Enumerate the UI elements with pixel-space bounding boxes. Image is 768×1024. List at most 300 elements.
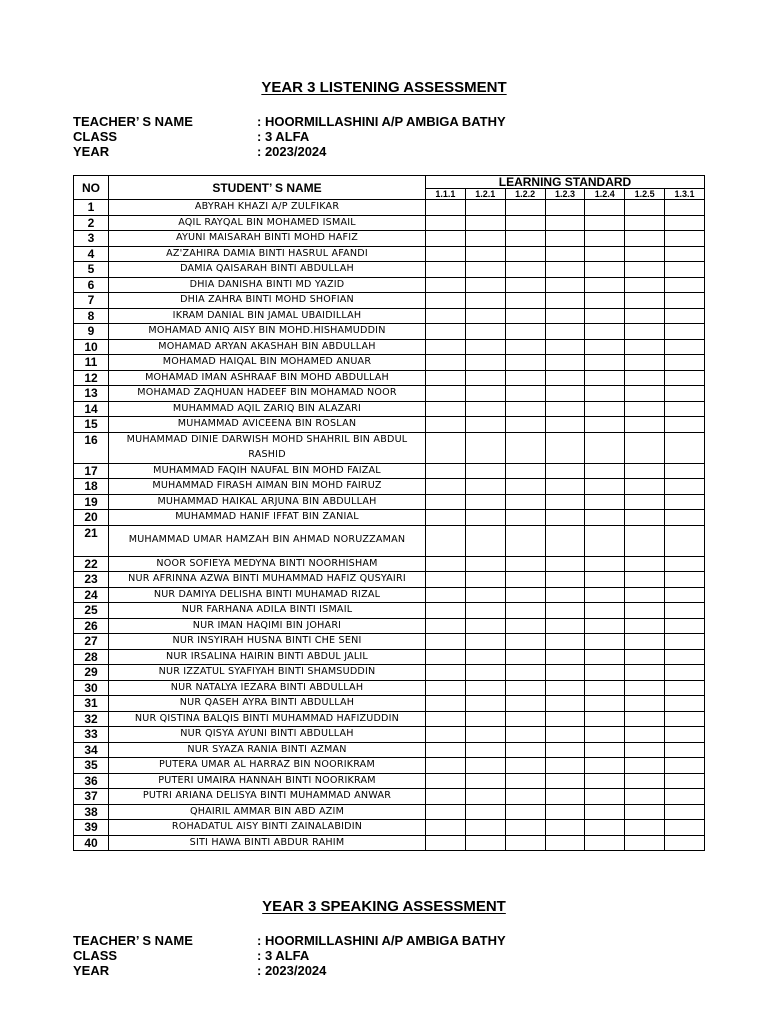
score-cell[interactable] [625, 494, 665, 510]
score-cell[interactable] [585, 525, 625, 556]
score-cell[interactable] [625, 355, 665, 371]
score-cell[interactable] [665, 665, 705, 681]
score-cell[interactable] [426, 789, 466, 805]
speaking-teacher-row [73, 933, 506, 948]
score-cell[interactable] [426, 231, 466, 247]
score-cell[interactable] [465, 572, 505, 588]
score-cell[interactable] [545, 231, 585, 247]
score-cell[interactable] [465, 804, 505, 820]
score-cell[interactable] [585, 711, 625, 727]
score-cell[interactable] [505, 742, 545, 758]
score-cell[interactable] [625, 293, 665, 309]
score-cell[interactable] [665, 711, 705, 727]
score-cell[interactable] [465, 789, 505, 805]
score-cell[interactable] [665, 479, 705, 495]
score-cell[interactable] [625, 370, 665, 386]
score-cell[interactable] [545, 386, 585, 402]
score-cell[interactable] [505, 308, 545, 324]
score-cell[interactable] [545, 587, 585, 603]
score-cell[interactable] [426, 494, 466, 510]
score-cell[interactable] [585, 215, 625, 231]
score-cell[interactable] [465, 510, 505, 526]
score-cell[interactable] [505, 386, 545, 402]
score-cell[interactable] [625, 696, 665, 712]
score-cell[interactable] [505, 479, 545, 495]
student-number: 2 [74, 215, 109, 231]
score-cell[interactable] [545, 246, 585, 262]
score-cell[interactable] [465, 293, 505, 309]
standard-header: 1.2.2 [505, 189, 545, 200]
score-cell[interactable] [665, 200, 705, 216]
score-cell[interactable] [585, 634, 625, 650]
score-cell[interactable] [585, 773, 625, 789]
score-cell[interactable] [665, 324, 705, 340]
score-cell[interactable] [665, 246, 705, 262]
score-cell[interactable] [665, 432, 705, 463]
score-cell[interactable] [585, 804, 625, 820]
score-cell[interactable] [505, 556, 545, 572]
score-cell[interactable] [545, 556, 585, 572]
score-cell[interactable] [625, 277, 665, 293]
score-cell[interactable] [426, 587, 466, 603]
score-cell[interactable] [545, 324, 585, 340]
score-cell[interactable] [625, 200, 665, 216]
score-cell[interactable] [426, 742, 466, 758]
score-cell[interactable] [585, 603, 625, 619]
score-cell[interactable] [465, 479, 505, 495]
score-cell[interactable] [625, 820, 665, 836]
score-cell[interactable] [585, 370, 625, 386]
score-cell[interactable] [545, 572, 585, 588]
score-cell[interactable] [505, 804, 545, 820]
score-cell[interactable] [665, 835, 705, 851]
student-name: PUTERA UMAR AL HARRAZ BIN NOORIKRAM [109, 758, 426, 774]
score-cell[interactable] [585, 231, 625, 247]
score-cell[interactable] [625, 262, 665, 278]
score-cell[interactable] [585, 432, 625, 463]
score-cell[interactable] [505, 696, 545, 712]
score-cell[interactable] [585, 246, 625, 262]
score-cell[interactable] [426, 308, 466, 324]
score-cell[interactable] [465, 603, 505, 619]
score-cell[interactable] [585, 665, 625, 681]
score-cell[interactable] [465, 370, 505, 386]
score-cell[interactable] [625, 525, 665, 556]
score-cell[interactable] [625, 417, 665, 433]
score-cell[interactable] [665, 649, 705, 665]
score-cell[interactable] [585, 510, 625, 526]
score-cell[interactable] [545, 370, 585, 386]
score-cell[interactable] [665, 370, 705, 386]
score-cell[interactable] [426, 370, 466, 386]
score-cell[interactable] [426, 324, 466, 340]
score-cell[interactable] [625, 649, 665, 665]
score-cell[interactable] [465, 324, 505, 340]
score-cell[interactable] [505, 494, 545, 510]
score-cell[interactable] [505, 727, 545, 743]
score-cell[interactable] [625, 308, 665, 324]
score-cell[interactable] [545, 479, 585, 495]
score-cell[interactable] [545, 696, 585, 712]
score-cell[interactable] [505, 339, 545, 355]
score-cell[interactable] [585, 572, 625, 588]
speaking-year-value: : 2023/2024 [257, 963, 327, 978]
score-cell[interactable] [505, 324, 545, 340]
student-name-header: STUDENT’ S NAME [109, 176, 426, 200]
score-cell[interactable] [665, 572, 705, 588]
score-cell[interactable] [465, 262, 505, 278]
score-cell[interactable] [545, 773, 585, 789]
score-cell[interactable] [585, 494, 625, 510]
score-cell[interactable] [665, 634, 705, 650]
score-cell[interactable] [426, 246, 466, 262]
score-cell[interactable] [665, 293, 705, 309]
score-cell[interactable] [625, 665, 665, 681]
score-cell[interactable] [625, 789, 665, 805]
score-cell[interactable] [545, 603, 585, 619]
score-cell[interactable] [426, 572, 466, 588]
score-cell[interactable] [545, 494, 585, 510]
score-cell[interactable] [585, 293, 625, 309]
score-cell[interactable] [665, 556, 705, 572]
score-cell[interactable] [625, 432, 665, 463]
score-cell[interactable] [505, 603, 545, 619]
score-cell[interactable] [505, 649, 545, 665]
score-cell[interactable] [665, 727, 705, 743]
score-cell[interactable] [465, 696, 505, 712]
student-name: ROHADATUL AISY BINTI ZAINALABIDIN [109, 820, 426, 836]
score-cell[interactable] [426, 603, 466, 619]
student-name: MUHAMMAD UMAR HAMZAH BIN AHMAD NORUZZAMAN [109, 525, 426, 556]
score-cell[interactable] [545, 789, 585, 805]
score-cell[interactable] [585, 417, 625, 433]
score-cell[interactable] [465, 820, 505, 836]
score-cell[interactable] [505, 758, 545, 774]
score-cell[interactable] [625, 339, 665, 355]
score-cell[interactable] [545, 463, 585, 479]
score-cell[interactable] [665, 820, 705, 836]
score-cell[interactable] [465, 742, 505, 758]
score-cell[interactable] [665, 339, 705, 355]
score-cell[interactable] [426, 355, 466, 371]
score-cell[interactable] [465, 200, 505, 216]
score-cell[interactable] [465, 773, 505, 789]
score-cell[interactable] [545, 742, 585, 758]
score-cell[interactable] [545, 680, 585, 696]
score-cell[interactable] [465, 463, 505, 479]
score-cell[interactable] [625, 556, 665, 572]
score-cell[interactable] [585, 680, 625, 696]
score-cell[interactable] [426, 773, 466, 789]
score-cell[interactable] [426, 634, 466, 650]
score-cell[interactable] [465, 277, 505, 293]
score-cell[interactable] [505, 231, 545, 247]
score-cell[interactable] [545, 215, 585, 231]
score-cell[interactable] [545, 835, 585, 851]
score-cell[interactable] [545, 262, 585, 278]
score-cell[interactable] [465, 246, 505, 262]
score-cell[interactable] [625, 463, 665, 479]
score-cell[interactable] [465, 649, 505, 665]
score-cell[interactable] [665, 804, 705, 820]
score-cell[interactable] [465, 417, 505, 433]
score-cell[interactable] [625, 742, 665, 758]
score-cell[interactable] [585, 386, 625, 402]
score-cell[interactable] [665, 789, 705, 805]
score-cell[interactable] [465, 556, 505, 572]
score-cell[interactable] [426, 525, 466, 556]
score-cell[interactable] [505, 262, 545, 278]
score-cell[interactable] [665, 494, 705, 510]
score-cell[interactable] [585, 618, 625, 634]
score-cell[interactable] [465, 665, 505, 681]
score-cell[interactable] [585, 587, 625, 603]
score-cell[interactable] [585, 200, 625, 216]
score-cell[interactable] [545, 727, 585, 743]
score-cell[interactable] [665, 742, 705, 758]
score-cell[interactable] [665, 355, 705, 371]
score-cell[interactable] [426, 386, 466, 402]
table-row [74, 494, 705, 510]
score-cell[interactable] [625, 510, 665, 526]
score-cell[interactable] [625, 587, 665, 603]
score-cell[interactable] [505, 789, 545, 805]
score-cell[interactable] [426, 401, 466, 417]
score-cell[interactable] [465, 386, 505, 402]
score-cell[interactable] [505, 215, 545, 231]
score-cell[interactable] [585, 355, 625, 371]
score-cell[interactable] [625, 727, 665, 743]
score-cell[interactable] [665, 696, 705, 712]
score-cell[interactable] [585, 742, 625, 758]
score-cell[interactable] [505, 200, 545, 216]
score-cell[interactable] [505, 711, 545, 727]
score-cell[interactable] [426, 696, 466, 712]
score-cell[interactable] [585, 324, 625, 340]
score-cell[interactable] [665, 215, 705, 231]
score-cell[interactable] [505, 432, 545, 463]
score-cell[interactable] [465, 835, 505, 851]
score-cell[interactable] [505, 680, 545, 696]
score-cell[interactable] [505, 618, 545, 634]
score-cell[interactable] [465, 432, 505, 463]
score-cell[interactable] [545, 277, 585, 293]
score-cell[interactable] [505, 293, 545, 309]
score-cell[interactable] [665, 308, 705, 324]
score-cell[interactable] [625, 603, 665, 619]
score-cell[interactable] [625, 804, 665, 820]
score-cell[interactable] [465, 618, 505, 634]
score-cell[interactable] [665, 758, 705, 774]
score-cell[interactable] [426, 820, 466, 836]
score-cell[interactable] [426, 618, 466, 634]
score-cell[interactable] [426, 215, 466, 231]
score-cell[interactable] [426, 556, 466, 572]
score-cell[interactable] [665, 277, 705, 293]
score-cell[interactable] [505, 587, 545, 603]
score-cell[interactable] [665, 773, 705, 789]
score-cell[interactable] [665, 525, 705, 556]
score-cell[interactable] [505, 355, 545, 371]
score-cell[interactable] [585, 758, 625, 774]
score-cell[interactable] [426, 649, 466, 665]
score-cell[interactable] [585, 479, 625, 495]
score-cell[interactable] [625, 215, 665, 231]
score-cell[interactable] [585, 556, 625, 572]
score-cell[interactable] [625, 246, 665, 262]
score-cell[interactable] [426, 277, 466, 293]
score-cell[interactable] [505, 401, 545, 417]
student-name: NUR DAMIYA DELISHA BINTI MUHAMAD RIZAL [109, 587, 426, 603]
score-cell[interactable] [625, 479, 665, 495]
score-cell[interactable] [625, 773, 665, 789]
score-cell[interactable] [505, 572, 545, 588]
score-cell[interactable] [665, 603, 705, 619]
score-cell[interactable] [625, 231, 665, 247]
score-cell[interactable] [465, 355, 505, 371]
score-cell[interactable] [545, 401, 585, 417]
score-cell[interactable] [426, 339, 466, 355]
score-cell[interactable] [426, 665, 466, 681]
score-cell[interactable] [585, 649, 625, 665]
score-cell[interactable] [585, 789, 625, 805]
score-cell[interactable] [426, 200, 466, 216]
student-name: IKRAM DANIAL BIN JAMAL UBAIDILLAH [109, 308, 426, 324]
score-cell[interactable] [625, 401, 665, 417]
score-cell[interactable] [625, 758, 665, 774]
score-cell[interactable] [545, 432, 585, 463]
score-cell[interactable] [545, 634, 585, 650]
score-cell[interactable] [426, 262, 466, 278]
score-cell[interactable] [426, 758, 466, 774]
score-cell[interactable] [665, 386, 705, 402]
score-cell[interactable] [585, 262, 625, 278]
score-cell[interactable] [545, 510, 585, 526]
score-cell[interactable] [545, 665, 585, 681]
score-cell[interactable] [545, 820, 585, 836]
score-cell[interactable] [465, 727, 505, 743]
score-cell[interactable] [665, 618, 705, 634]
score-cell[interactable] [505, 820, 545, 836]
score-cell[interactable] [585, 696, 625, 712]
score-cell[interactable] [505, 835, 545, 851]
score-cell[interactable] [426, 510, 466, 526]
score-cell[interactable] [505, 246, 545, 262]
score-cell[interactable] [465, 711, 505, 727]
score-cell[interactable] [585, 308, 625, 324]
score-cell[interactable] [465, 339, 505, 355]
score-cell[interactable] [585, 727, 625, 743]
score-cell[interactable] [465, 587, 505, 603]
score-cell[interactable] [465, 401, 505, 417]
score-cell[interactable] [545, 293, 585, 309]
score-cell[interactable] [585, 820, 625, 836]
standard-header: 1.2.4 [585, 189, 625, 200]
score-cell[interactable] [465, 525, 505, 556]
score-cell[interactable] [625, 572, 665, 588]
score-cell[interactable] [545, 355, 585, 371]
score-cell[interactable] [505, 510, 545, 526]
score-cell[interactable] [465, 680, 505, 696]
score-cell[interactable] [465, 758, 505, 774]
score-cell[interactable] [545, 711, 585, 727]
score-cell[interactable] [505, 773, 545, 789]
score-cell[interactable] [625, 324, 665, 340]
score-cell[interactable] [665, 262, 705, 278]
score-cell[interactable] [585, 339, 625, 355]
score-cell[interactable] [465, 215, 505, 231]
score-cell[interactable] [625, 386, 665, 402]
score-cell[interactable] [426, 432, 466, 463]
student-name: NUR IZZATUL SYAFIYAH BINTI SHAMSUDDIN [109, 665, 426, 681]
standard-header: 1.3.1 [665, 189, 705, 200]
score-cell[interactable] [625, 634, 665, 650]
score-cell[interactable] [465, 494, 505, 510]
listening-title: YEAR 3 LISTENING ASSESSMENT [261, 79, 507, 96]
score-cell[interactable] [665, 417, 705, 433]
score-cell[interactable] [505, 665, 545, 681]
score-cell[interactable] [426, 417, 466, 433]
score-cell[interactable] [665, 463, 705, 479]
class-row [73, 129, 506, 144]
score-cell[interactable] [545, 308, 585, 324]
score-cell[interactable] [465, 634, 505, 650]
score-cell[interactable] [465, 231, 505, 247]
score-cell[interactable] [505, 463, 545, 479]
student-number: 3 [74, 231, 109, 247]
score-cell[interactable] [665, 510, 705, 526]
score-cell[interactable] [505, 277, 545, 293]
score-cell[interactable] [625, 711, 665, 727]
score-cell[interactable] [665, 680, 705, 696]
score-cell[interactable] [665, 587, 705, 603]
score-cell[interactable] [426, 680, 466, 696]
table-row [74, 696, 705, 712]
score-cell[interactable] [585, 401, 625, 417]
score-cell[interactable] [585, 463, 625, 479]
score-cell[interactable] [426, 463, 466, 479]
score-cell[interactable] [545, 618, 585, 634]
score-cell[interactable] [545, 804, 585, 820]
score-cell[interactable] [426, 835, 466, 851]
score-cell[interactable] [505, 634, 545, 650]
score-cell[interactable] [545, 339, 585, 355]
score-cell[interactable] [545, 525, 585, 556]
score-cell[interactable] [545, 417, 585, 433]
score-cell[interactable] [545, 200, 585, 216]
score-cell[interactable] [625, 680, 665, 696]
score-cell[interactable] [545, 758, 585, 774]
score-cell[interactable] [625, 835, 665, 851]
score-cell[interactable] [665, 231, 705, 247]
score-cell[interactable] [625, 618, 665, 634]
score-cell[interactable] [426, 711, 466, 727]
score-cell[interactable] [426, 293, 466, 309]
score-cell[interactable] [585, 277, 625, 293]
score-cell[interactable] [545, 649, 585, 665]
score-cell[interactable] [465, 308, 505, 324]
score-cell[interactable] [426, 727, 466, 743]
score-cell[interactable] [505, 525, 545, 556]
score-cell[interactable] [505, 370, 545, 386]
score-cell[interactable] [426, 804, 466, 820]
score-cell[interactable] [505, 417, 545, 433]
table-row [74, 370, 705, 386]
student-number: 1 [74, 200, 109, 216]
score-cell[interactable] [426, 479, 466, 495]
score-cell[interactable] [665, 401, 705, 417]
score-cell[interactable] [585, 835, 625, 851]
